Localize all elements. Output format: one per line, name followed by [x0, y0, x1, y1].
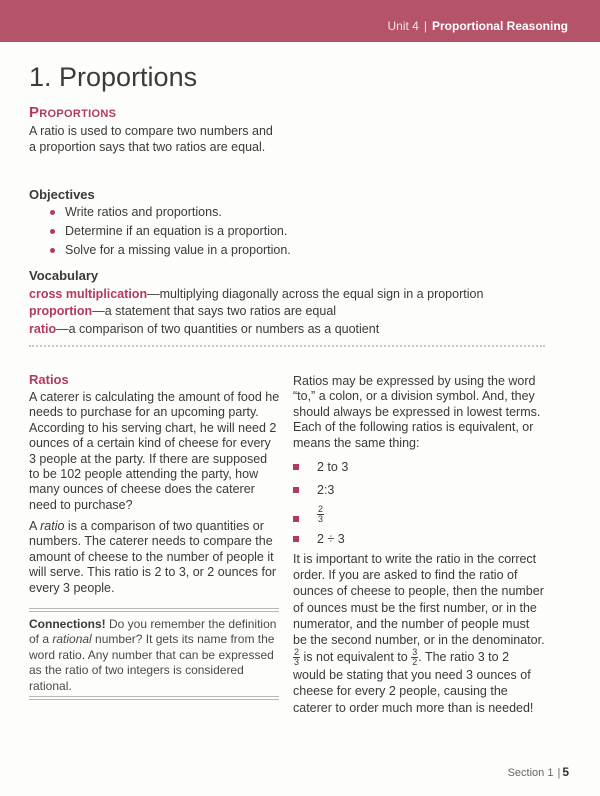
vocabulary-heading: Vocabulary — [29, 268, 99, 283]
footer-section: Section 1 — [507, 767, 554, 779]
square-bullet-icon — [293, 516, 299, 522]
dotted-divider — [29, 345, 545, 347]
vocab-entry — [29, 304, 336, 318]
ratio-order-paragraph: It is important to write the ratio in the correct order. If you are asked to find the ratio of ounces of cheese to people, then the number of ounces must be the first number, or in the numerator, and the number of people must be the second number, or in the denominator. $\frac{2}{3}$ is not equivalent to $\frac{3}{2}$ . The ratio 3 to 2 would be stating that you need 3 ounces of cheese for every 2 people, causing the caterer to order much more than is needed! — [293, 552, 545, 715]
bullet-dot-icon — [50, 210, 55, 215]
page-title: 1. Proportions — [29, 62, 198, 92]
ratio-form-item: 2 to 3 — [293, 459, 348, 482]
square-bullet-icon — [293, 464, 299, 470]
vocab-entry — [29, 287, 483, 301]
ratio-fraction: $\frac{2}{3}$ — [318, 504, 324, 524]
objectives-heading: Objectives — [29, 187, 95, 202]
page-footer — [508, 765, 569, 779]
connections-box: Connections! Do you remember the definition of a rational number? It gets its name from the word ratio. Any number that can be expressed as the ratio of two integers is considered rational. — [29, 617, 277, 693]
ratio-forms-paragraph: Ratios may be expressed by using the word “to,” a colon, or a division symbol. And, they should always be expressed in lowest terms. Each of the following ratios is equivalent, or means the same thing: — [293, 374, 541, 450]
objectives-list — [50, 204, 291, 261]
objective-item: Determine if an equation is a proportion. — [50, 223, 291, 242]
section-heading: Proportions — [29, 104, 117, 121]
bullet-dot-icon — [50, 248, 55, 253]
connections-label: Connections! — [29, 617, 106, 631]
square-bullet-icon — [293, 487, 299, 493]
header-separator: | — [423, 19, 427, 33]
running-header — [388, 19, 569, 33]
unit-title: Proportional Reasoning — [431, 19, 568, 33]
fraction-two-thirds: $\frac{2}{3}$ — [294, 647, 300, 668]
ratios-paragraph-2: A ratio is a comparison of two quantities or numbers. The caterer needs to compare the amount of cheese to the number of people it will serve. This ratio is 2 to 3, or 2 ounces for every 3 people. — [29, 519, 277, 595]
vocab-definition: —a statement that says two ratios are equal — [92, 304, 337, 318]
page-number: 5 — [562, 765, 569, 779]
objective-item: Write ratios and proportions. — [50, 204, 291, 223]
footer-separator: | — [557, 767, 561, 779]
intro-text: A ratio is used to compare two numbers and a proportion says that two ratios are equal. — [29, 124, 273, 154]
ratio-form-item — [293, 505, 348, 531]
fraction-three-halves: $\frac{3}{2}$ — [412, 647, 418, 668]
square-bullet-icon — [293, 536, 299, 542]
vocab-term: ratio — [29, 322, 57, 336]
ratio-form-item: 2:3 — [293, 482, 348, 505]
vocab-definition: —multiplying diagonally across the equal sign in a proportion — [147, 287, 484, 301]
objective-item: Solve for a missing value in a proportion. — [50, 242, 291, 261]
rational-emphasis: rational — [52, 632, 92, 647]
vocab-term: proportion — [29, 304, 93, 318]
connections-bottom-rule — [29, 696, 279, 700]
bullet-dot-icon — [50, 229, 55, 234]
vocab-term: cross multiplication — [29, 287, 148, 301]
ratio-emphasis: ratio — [40, 519, 65, 533]
vocab-entry — [29, 322, 379, 336]
connections-top-rule — [29, 608, 279, 612]
ratios-heading: Ratios — [29, 372, 69, 387]
vocab-definition: —a comparison of two quantities or numbers as a quotient — [56, 322, 380, 336]
ratio-form-item: 2 ÷ 3 — [293, 531, 348, 554]
unit-label: Unit 4 — [387, 19, 419, 33]
ratio-forms-list — [293, 459, 348, 554]
ratios-paragraph-1: A caterer is calculating the amount of food he needs to purchase for an upcoming party. According to his serving chart, he will need 2 ounces of a certain kind of cheese for every 3 people at the party. If there are supposed to be 102 people attending the party, how many ounces of cheese does the caterer need to purchase? — [29, 390, 280, 512]
